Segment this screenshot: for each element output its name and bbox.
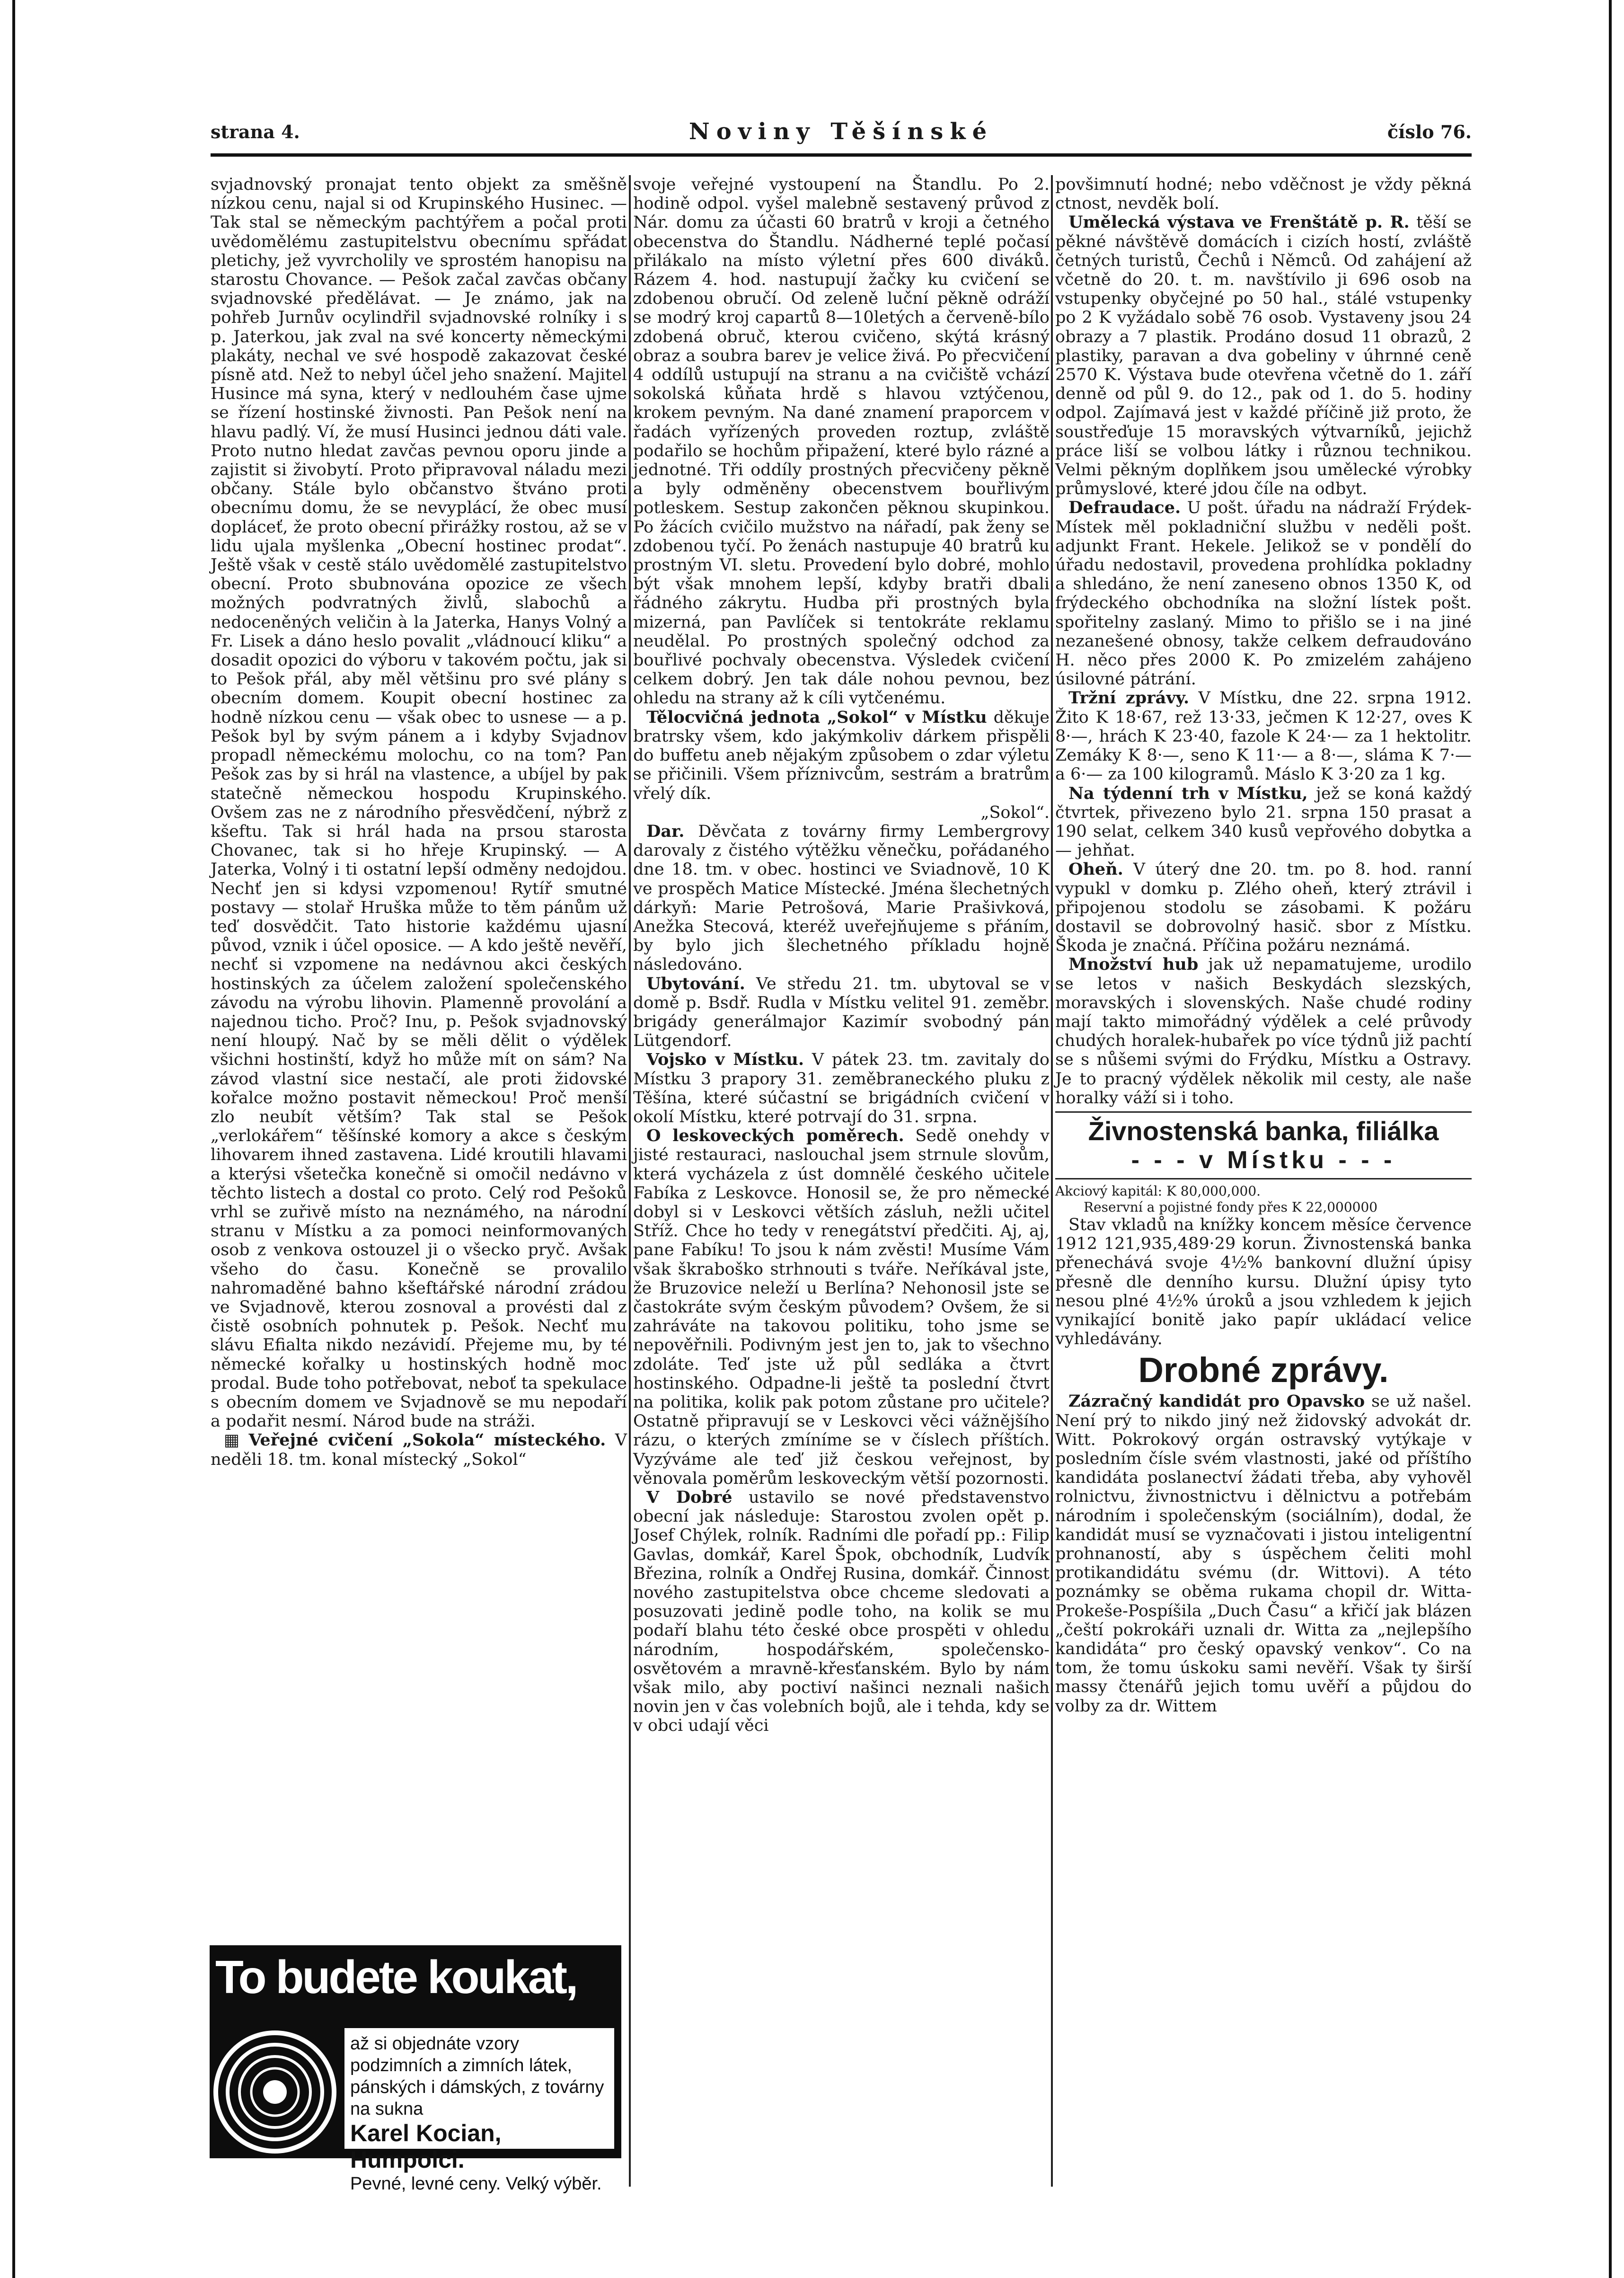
page-header xyxy=(211,118,1472,150)
article-text: jež se koná každý čtvrtek, přivezeno bylo 21. srpna 150 prasat a 190 selat, celkem 340 kusů vepřového dobytka a — jehňat. xyxy=(1055,784,1472,860)
article-text: těší se pěkné návštěvě domácích i cizích hostí, zvláště četných turistů, Čechů i Němců. Od zahájení až včetně do 20. t. m. navštívilo ji 696 osob na vstupenky obyčejné po 50 hal., stálé vstupenky po 2 K vyžádalo sobě 76 osob. Vystaveny jsou 24 obrazy a 7 plastik. Prodáno dosud 11 obrazů, 2 plastiky, paravan a dva gobeliny v úhrnné ceně 2570 K. Výstava bude otevřena včetně do 1. září denně od půl 9. do 12., pak od 1. do 5. hodiny odpol. Zajímavá jest v každé příčině již proto, že soustřeďuje 15 moravských výtvarníků, jejichž práce liší se volbou látky i různou technikou. Velmi pěkným doplňkem jsou umělecké výrobky průmyslové, které jdou číle na odbyt. xyxy=(1055,213,1472,499)
ad-headline: To budete koukat, xyxy=(215,1951,577,2003)
ad-body: až si objednáte vzory podzimních a zimních látek, pánských i dámských, z továrny na sukna xyxy=(350,2034,604,2119)
page-number: strana 4. xyxy=(211,121,300,142)
column-divider xyxy=(629,175,631,2187)
article-text: V neděli 18. tm. konal místecký „Sokol“ xyxy=(211,1431,627,1469)
section-divider xyxy=(1055,1111,1472,1113)
article-text: V Místku, dne 22. srpna 1912. Žito K 18·67, rež 13·33, ječmen K 12·27, oves K 8·—, hrách K 23·40, fazole K 24·— za 1 hektolitr. Zemáky K 8·—, seno K 11·— a 8·—, sláma K 7·— a 6·— za 100 kilogramů. Máslo K 3·20 za 1 kg. xyxy=(1055,689,1472,784)
article-text: svjadnovský pronajat tento objekt za směšně nízkou cenu, najal si od Krupinského Husinec. — Tak stal se německým pachtýřem a počal proti uvědomělému zastupitelstvu obecnímu spřádat pletichy, jež vyvrcholily ve sprostém hanopisu na starostu Chovance. — Pešok začal zavčas občany svjadnovské předělávat. — Je známo, jak na pohřeb Jurnův ocylindřil svjadnovské rolníky i s p. Jaterkou, jak zval na své koncerty německými plakáty, nechal ve své hospodě zakazovat české písně atd. Než to nebyl účel jeho snažení. Majitel Husince má syna, který v nedlouhém čase ujme se řízení hostinské živnosti. Pan Pešok není na hlavu padlý. Ví, že musí Husinci jednou dáti vale. Proto nutno hledat zavčas pevnou oporu jinde a zajistit si živobytí. Proto připravoval náladu mezi občany. Stále bylo občanstvo štváno proti obecnímu domu, že se nevyplácí, že obec musí dopláceť, že proto obecní přirážky rostou, až se v lidu ujala myšlenka „Obecní hostinec prodat“. Ještě však v cestě stálo uvědomělé zastupitelstvo obecní. Proto sbubnována opozice ze všech možných podvratných živlů, slabochů a nedoceněných veličin à la Jaterka, Hanys Volný a Fr. Lisek a dáno heslo povalit „vládnoucí kliku“ a dosadit opozici do výboru v takovém počtu, jak si to Pešok přál, aby měl většinu pro své plány s obecním domem. Koupit obecní hostinec za hodně nízkou cenu — však obec to usnese — a p. Pešok byl by svým pánem a i kdyby Svjadnov propadl německému molochu, co na tom? Pan Pešok zas by si hrál na vlastence, a ubíjel by pak statečně německou hospodu Krupinského. Ovšem zas ne z národního přesvědčení, nýbrž z kšeftu. Tak si hrál hada na prsou starosta Chovanec, tak si ho hřeje Krupinský. — A Jaterka, Volný i ti ostatní lepší odměny nedojdou. Nechť jen si kdysi vzpomenou! Rytíř smutné postavy — stolař Hruška může to těm pánům už teď dosvědčit. Tato historie každému ujasní původ, vznik i účel oposice. — A kdo ještě nevěří, nechť si vzpomene na nedávnou akci českých hostinských za účelem založení společenského závodu na výrobu lihovin. Plamenně provolání a najednou ticho. Proč? Inu, p. Pešok svjadnovský není hloupý. Nač by se měli dělit o výdělek všichni hostinští, když ho může mít on sám? Na závod vlastní sice nestačí, ale proti židovské kořalce možno postavit německou! Proč menší zlo neubít větším? Tak stal se Pešok „verlokářem“ těšínské komory a akce s českým lihovarem ihned zastavena. Lidé kroutili hlavami a kterýsi všetečka konečně si omočil nedávno v těchto listech a dostal co proto. Celý rod Pešoků vrhl se zuřivě místo na neznámého, na národní stranu v Místku a za pomoci neinformovaných osob z venkova ostouzel ji o všecko pryč. Avšak všeho do času. Konečně se provalilo nahromaděné bahno kšeftářské národní zrádou ve Svjadnově, kterou zosnoval a provésti dal z čistě osobních pohnutek p. Pešok. Nechť mu slávu Efialta nikdo nezávidí. Přejeme mu, by té německé kořalky u hostinských hodně moc prodal. Bude toho potřebovat, neboť ta spekulace s obecním domem ve Svjadnově se mu nepodaří a podařit nesmí. Národ bude na stráži. xyxy=(211,175,627,1431)
sokol-icon: ▦ xyxy=(224,1431,240,1450)
article-text: V pátek 23. tm. zavitaly do Místku 3 prapory 31. zeměbraneckého pluku z Těšína, které súčastní se brigádních cvičení v okolí Místku, které potrvají do 31. srpna. xyxy=(633,1050,1050,1126)
article-heading: Na týdenní trh v Místku, xyxy=(1068,783,1308,803)
ad-maker: Karel Kocian, Humpolci. xyxy=(350,2120,502,2173)
column-3 xyxy=(1055,175,1472,2187)
article-text: povšimnutí hodné; nebo vděčnost je vždy pěkná ctnost, nevděk bolí. xyxy=(1055,175,1472,213)
article-text: V úterý dne 20. tm. po 8. hod. ranní vypukl v domku p. Zlého oheň, který ztrávil i připojenou stodolu se zásobami. K požáru dostavil se dobrovolný hasič. sbor z Místku. Škoda je značná. Příčina požáru neznámá. xyxy=(1055,860,1472,956)
article-heading: Vojsko v Místku. xyxy=(646,1050,804,1070)
article-heading: Dar. xyxy=(646,821,685,841)
article-text: ustavilo se nové představenstvo obecní jak následuje: Starostou zvolen opět p. Josef Chýlek, rolník. Radními dle pořadí pp.: Filip Gavlas, domkář, Karel Špok, obchodník, Ludvík Březina, rolník a Ondřej Rusina, domkář. Činnost nového zastupitelstva obce chceme sledovati a posuzovati jedině podle toho, na kolik se mu podaří blahu této české obce prospěti v ohledu národním, hospodářském, společensko-osvětovém a mravně-křesťanském. Bylo by nám však milo, aby poctiví našinci neznali našich novin jen v čas volebních bojů, ale i tehda, kdy se v obci udají věci xyxy=(633,1488,1050,1736)
section-heading: Drobné zprávy. xyxy=(1138,1350,1389,1390)
bank-ad-text: Stav vkladů na knížky koncem měsíce července 1912 121,935,489·29 korun. Živnostenská banka přenechává svoje 4½% bankovní dlužní úpisy přesně dle denního kursu. Dlužní úpisy tyto nesou plné 4½% úroků a jsou vzhledem k jejich vynikající bonitě jako papír ukládací velice vyhledávány. xyxy=(1055,1215,1472,1349)
ad-slogan: Pevné, levné ceny. Velký výběr. xyxy=(350,2174,602,2194)
article-text: Ve středu 21. tm. ubytoval se v domě p. Bsdř. Rudla v Místku velitel 91. zeměbr. brigády generálmajor Kazimír svobodný pán Lütgendorf. xyxy=(633,974,1050,1051)
masthead-title: Noviny Těšínské xyxy=(688,118,994,145)
article-text: U pošt. úřadu na nádraží Frýdek-Místek měl pokladniční službu v neděli pošt. adjunkt Frant. Hekele. Jelikož se v pondělí do úřadu nedostavil, provedena prohlídka pokladny a shledáno, že není zaneseno obnos 1350 K, od frýdeckého obchodníka na složní lístek pošt. spořitelny zaslaný. Mimo to přišlo se i na jiné nezanešené obnosy, takže celkem defraudováno H. něco přes 2000 K. Po zmizelém zahájeno úsilovné pátrání. xyxy=(1055,498,1472,689)
article-heading: Množství hub xyxy=(1068,955,1199,975)
column-2 xyxy=(633,175,1050,2187)
article-text: Sedě onehdy v jisté restauraci, naslouchal jsem strnule slovům, která vycházela z úst domnělé českého učitele Fabíka z Leskovce. Honosil se, že pro německé dobyl si v Leskovci větších zásluh, nežli učitel Stříž. Chce ho tedy v renegátství předčiti. Aj, aj, pane Fabíku! To jsou k nám zvěsti! Musíme Vám však škraboško strhnouti s tváře. Neříkával jste, že Bruzovice neleží u Berlína? Nehonosil jste se častokráte svým českým původem? Ovšem, že si zahráváte na takovou politiku, toho jsme se nepověřnili. Podivným jest jen to, jak to všechno zdoláte. Teď jste už půl sedláka a čtvrt hostinského. Odpadne-li ještě ta poslední čtvrt na politika, kolik pak potom zůstane pro učitele? Ostatně připravují se v Leskovci věci vážnějšího rázu, o kterých zmíníme se v číslech příštích. Vyzýváme ale teď již českou veřejnost, by věnovala poměrům leskoveckým větší pozornosti. xyxy=(633,1126,1050,1488)
bank-capital: Akciový kapitál: K 80,000,000. xyxy=(1055,1183,1261,1199)
article-heading: O leskoveckých poměrech. xyxy=(646,1126,904,1146)
section-divider xyxy=(1055,1178,1472,1179)
article-text: děkuje bratrsky všem, kdo jakýmkoliv dárkem přispěli do buffetu aneb nějakým způsobem o zdar výletu se přičinili. Všem příznivcům, sestrám a bratrům vřelý dík. xyxy=(633,708,1050,803)
bank-ad-subtitle: - - - v Místku - - - xyxy=(1131,1146,1396,1174)
article-heading: Defraudace. xyxy=(1068,498,1181,518)
article-heading: Tělocvičná jednota „Sokol“ v Místku xyxy=(646,707,987,727)
article-heading: Umělecká výstava ve Frenštátě p. R. xyxy=(1068,213,1410,232)
fabric-roll-icon xyxy=(213,2016,336,2158)
ad-text-box xyxy=(344,2028,614,2194)
bank-ad-title: Živnostenská banka, filiálka xyxy=(1088,1116,1439,1146)
article-heading: Ubytování. xyxy=(646,974,745,993)
article-text: jak už nepamatujeme, urodilo se letos v našich Beskydách slezských, moravských i slovenských. Naše chudé rodiny mají takto mimořádný výdělek a celé průvody chudých horalek-hubařek po více týdnů již pachtí se s nůšemi svými do Frýdku, Místku a Ostravy. Je to pracný výdělek několik mil cesty, ale naše horalky váží si i toho. xyxy=(1055,955,1472,1108)
article-heading: Veřejné cvičení „Sokola“ místeckého. xyxy=(248,1430,606,1450)
column-1 xyxy=(211,175,627,1898)
issue-number: číslo 76. xyxy=(1387,121,1472,142)
article-text: Děvčata z továrny firmy Lembergrovy darovaly z čistého výtěžku věnečku, pořádaného dne 18. tm. v obec. hostinci ve Sviadnově, 10 K ve prospěch Matice Místecké. Jména šlechetných dárkyň: Marie Petrošová, Marie Prašivková, Anežka Stecová, kteréž uveřejňujeme s přáním, by bylo jich šlechetného příkladu hojně následováno. xyxy=(633,822,1050,975)
article-heading: Zázračný kandidát pro Opavsko xyxy=(1068,1392,1365,1411)
article-heading: Oheň. xyxy=(1068,860,1123,879)
article-text: svoje veřejné vystoupení na Štandlu. Po 2. hodině odpol. vyšel malebně sestavený průvod z Nár. domu za účasti 60 bratrů v kroji a četného obecenstva do Štandlu. Nádherné teplé počasí přilákalo na místo výletní přes 600 diváků. Rázem 4. hod. nastupují žačky ku cvičení se zdobenou obručí. Od zeleně luční pěkně odráží se modrý kroj capartů 8—10letých a červeně-bílo zdobená obruč, kterou cvičeno, skýtá krásný obraz a soubra barev je velice živá. Po přecvičení 4 oddílů ustupují na stranu a na cvičiště vchází sokolská kůňata hrdě s hlavou vztýčenou, krokem pevným. Na dané znamení praporcem v řadách vyřízených proveden roztup, zvláště podařilo se hochům připažení, které bylo rázné a jednotné. Tři oddíly prostných přecvičeny pěkně a byly odměněny obecenstvem bouřlivým potleskem. Sestup zakončen pěknou skupinkou. Po žácích cvičilo mužstvo na nářadí, pak ženy se zdobenou tyčí. Po ženách nastupuje 40 bratrů ku prostným VI. sletu. Provedení bylo dobré, mohlo být však mnohem lepší, kdyby bratři dbali řádného zákrytu. Hudba při prostných byla mizerná, pan Pavlíček si tentokráte reklamu neudělal. Po prostných společný odchod za bouřlivé pochvaly obecenstva. Výsledek cvičení celkem dobrý. Jen tak dále nohou pevnou, bez ohledu na strany až k cíli vytčenému. xyxy=(633,175,1050,708)
column-divider xyxy=(1051,175,1053,2187)
article-heading: Tržní zprávy. xyxy=(1068,688,1190,708)
advertisement-kocian xyxy=(210,1945,621,2194)
bank-funds: Reservní a pojistné fondy přes K 22,000000 xyxy=(1084,1199,1378,1215)
header-divider xyxy=(211,153,1472,157)
article-heading: V Dobré xyxy=(646,1488,733,1507)
article-signature: „Sokol“. xyxy=(980,803,1050,822)
newspaper-page xyxy=(211,118,1472,2201)
article-text: se už našel. Není prý to nikdo jiný než židovský advokát dr. Witt. Pokrokový orgán ostravský vytýkaje v posledním čísle svém vlastnosti, jaké od příštího kandidáta poslanectví žádati třeba, aby vyhověl rolnictvu, živnostnictvu i dělnictvu a potřebám národním i společenským (sociálním), dodal, že kandidát musí se vyznačovati i jistou inteligentní prohnaností, aby s úspěchem čeliti mohl protikandidátu svému (dr. Wittovi). A této poznámky se oběma rukama chopil dr. Witta-Prokeše-Pospíšila „Duch Času“ a křičí jak blázen „čeští pokrokáři uznali dr. Witta za „nejlepšího kandidáta“ pro český opavský venkov“. Co na tom, že tomu úskoku sami nevěří. Však ty širší massy čtenářů jejich tomu uvěří a půjdou do volby za dr. Wittem xyxy=(1055,1392,1472,1716)
